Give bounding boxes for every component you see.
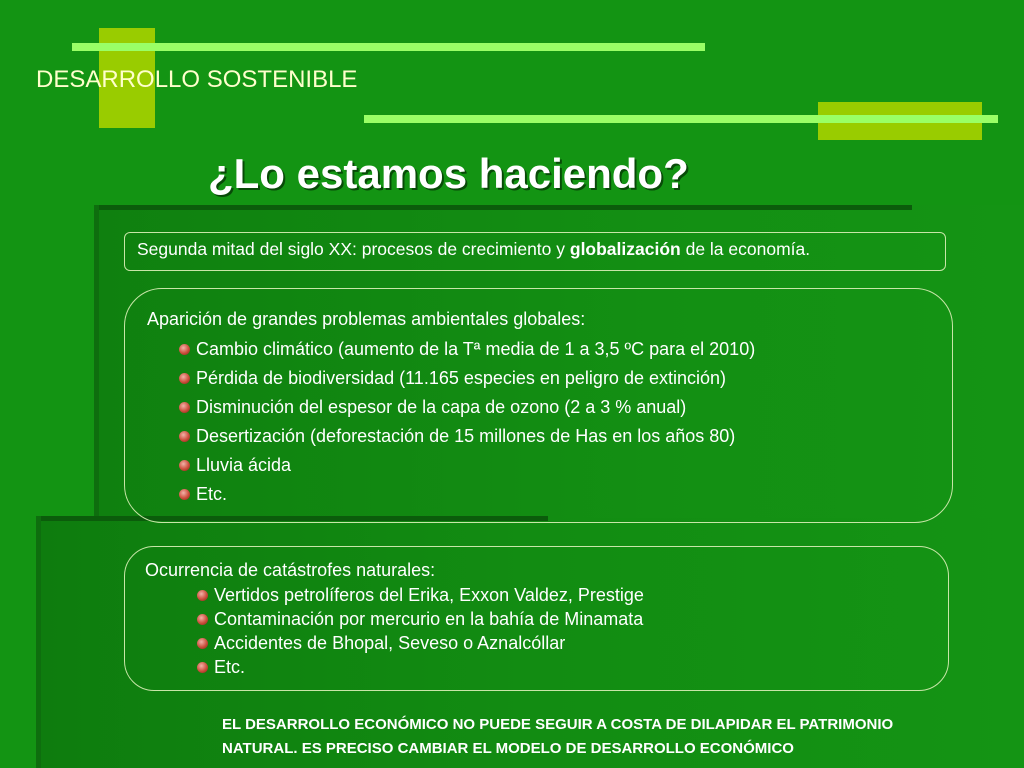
- conclusion-line: EL DESARROLLO ECONÓMICO NO PUEDE SEGUIR A COSTA DE DILAPIDAR EL PATRIMONIO: [222, 716, 894, 733]
- slide-title: ¿Lo estamos haciendo?: [208, 150, 689, 197]
- decorative-bar: [72, 43, 705, 51]
- context-text-bold: globalización: [569, 239, 681, 259]
- list-item: [179, 451, 952, 480]
- round-bullet-icon: [179, 373, 190, 384]
- list-item: [179, 393, 952, 422]
- list-item-text: Etc.: [196, 484, 228, 504]
- conclusion-text: [222, 713, 1002, 761]
- list-item-text: Pérdida de biodiversidad (11.165 especies en peligro de extinción): [196, 368, 727, 388]
- decorative-dark-line: [94, 205, 99, 520]
- decorative-dark-line: [94, 205, 912, 210]
- natural-catastrophes-intro: Ocurrencia de catástrofes naturales:: [145, 560, 436, 580]
- environmental-problems-intro: Aparición de grandes problemas ambientales globales:: [147, 309, 586, 329]
- round-bullet-icon: [179, 460, 190, 471]
- list-item-text: Accidentes de Bhopal, Seveso o Aznalcóllar: [214, 633, 566, 653]
- decorative-dark-line: [36, 516, 41, 768]
- round-bullet-icon: [197, 590, 208, 601]
- round-bullet-icon: [197, 638, 208, 649]
- list-item-text: Lluvia ácida: [196, 455, 292, 475]
- list-item: [179, 422, 952, 451]
- list-item-text: Cambio climático (aumento de la Tª media de 1 a 3,5 ºC para el 2010): [196, 339, 756, 359]
- natural-catastrophes-list: [197, 583, 948, 679]
- decorative-bar: [364, 115, 998, 123]
- round-bullet-icon: [179, 431, 190, 442]
- list-item-text: Contaminación por mercurio en la bahía de Minamata: [214, 609, 644, 629]
- list-item: [179, 364, 952, 393]
- list-item-text: Etc.: [214, 657, 246, 677]
- list-item: [197, 631, 948, 655]
- round-bullet-icon: [197, 662, 208, 673]
- context-text-end: de la economía.: [680, 239, 811, 259]
- context-box: [124, 232, 946, 271]
- list-item-text: Disminución del espesor de la capa de ozono (2 a 3 % anual): [196, 397, 687, 417]
- list-item-text: Desertización (deforestación de 15 millones de Has en los años 80): [196, 426, 736, 446]
- list-item: [197, 655, 948, 679]
- list-item: [197, 607, 948, 631]
- natural-catastrophes-box: [124, 546, 949, 691]
- round-bullet-icon: [179, 489, 190, 500]
- list-item: [179, 480, 952, 509]
- section-label: DESARROLLO SOSTENIBLE: [36, 66, 358, 93]
- list-item-text: Vertidos petrolíferos del Erika, Exxon Valdez, Prestige: [214, 585, 644, 605]
- conclusion-line: NATURAL. ES PRECISO CAMBIAR EL MODELO DE DESARROLLO ECONÓMICO: [222, 740, 794, 757]
- round-bullet-icon: [179, 344, 190, 355]
- environmental-problems-list: [179, 335, 952, 509]
- round-bullet-icon: [179, 402, 190, 413]
- environmental-problems-box: [124, 288, 953, 523]
- list-item: [197, 583, 948, 607]
- list-item: [179, 335, 952, 364]
- round-bullet-icon: [197, 614, 208, 625]
- context-text-start: Segunda mitad del siglo XX: procesos de crecimiento y: [137, 239, 570, 259]
